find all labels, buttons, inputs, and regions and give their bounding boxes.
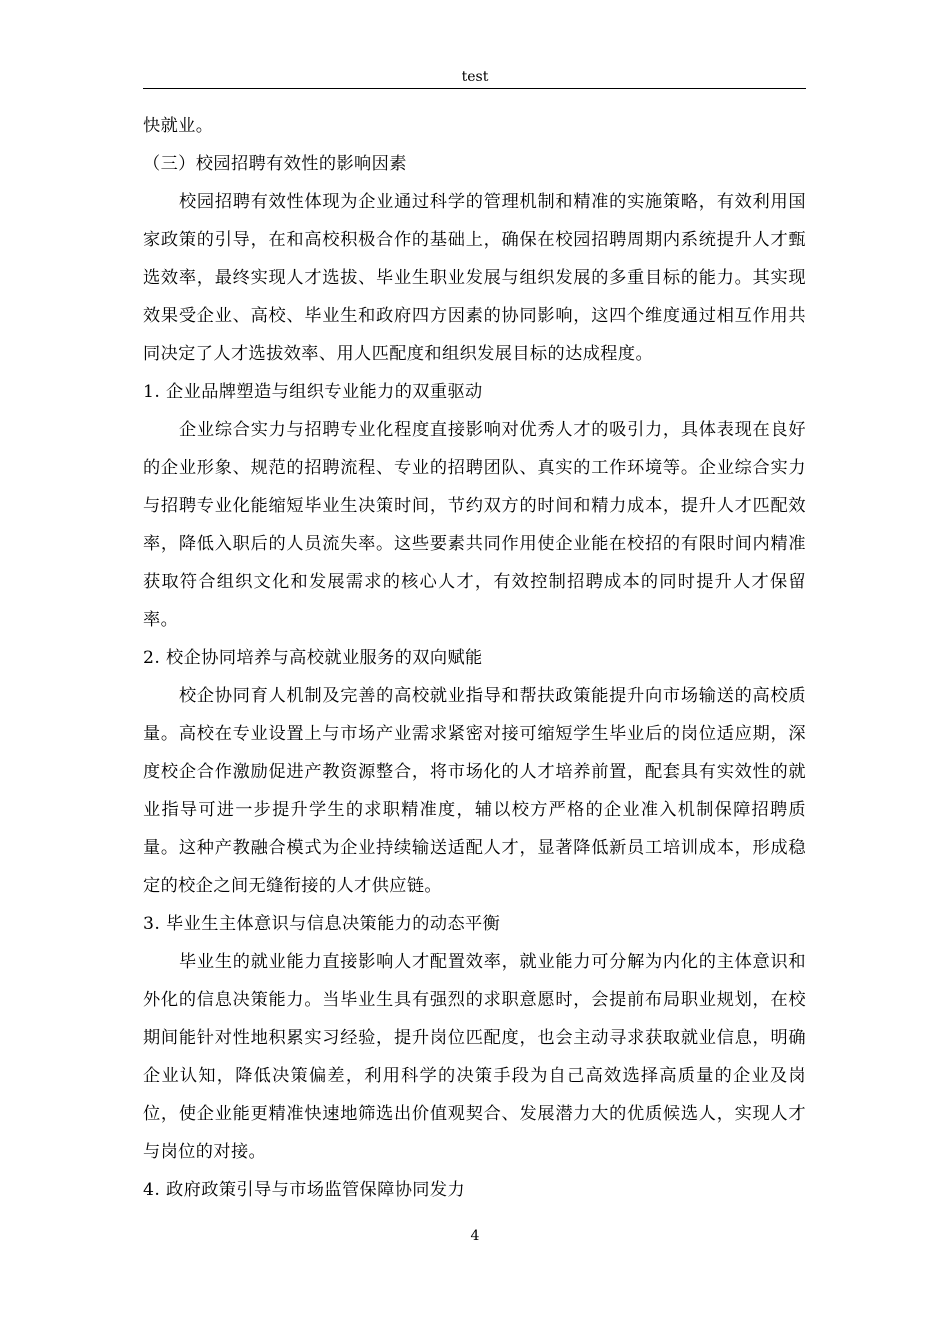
subheading-1: 1. 企业品牌塑造与组织专业能力的双重驱动 [143,382,483,402]
paragraph-continuation: 快就业。 [143,116,214,136]
running-header: test [461,69,489,85]
subheading-4: 4. 政府政策引导与市场监管保障协同发力 [143,1180,466,1200]
paragraph-2: 校企协同育人机制及完善的高校就业指导和帮扶政策能提升向市场输送的高校质量。高校在专业设置上与市场产业需求紧密对接可缩短学生毕业后的岗位适应期，深度校企合作激励促进产教资源整合，将市场化的人才培养前置，配套具有实效性的就业指导可进一步提升学生的求职精准度，辅以校方严格的企业准入机制保障招聘质量。这种产教融合模式为企业持续输送适配人才，显著降低新员工培训成本，形成稳定的校企之间无缝衔接的人才供应链。 [143,686,806,896]
subheading-2: 2. 校企协同培养与高校就业服务的双向赋能 [143,648,483,668]
section-heading: （三）校园招聘有效性的影响因素 [143,154,407,174]
paragraph-3: 毕业生的就业能力直接影响人才配置效率，就业能力可分解为内化的主体意识和外化的信息决策能力。当毕业生具有强烈的求职意愿时，会提前布局职业规划，在校期间能针对性地积累实习经验，提升岗位匹配度，也会主动寻求获取就业信息，明确企业认知，降低决策偏差，利用科学的决策手段为自己高效选择高质量的企业及岗位，使企业能更精准快速地筛选出价值观契合、发展潜力大的优质候选人，实现人才与岗位的对接。 [143,952,806,1162]
page-number: 4 [470,1228,480,1244]
paragraph-intro: 校园招聘有效性体现为企业通过科学的管理机制和精准的实施策略，有效利用国家政策的引导，在和高校积极合作的基础上，确保在校园招聘周期内系统提升人才甄选效率，最终实现人才选拔、毕业生职业发展与组织发展的多重目标的能力。其实现效果受企业、高校、毕业生和政府四方因素的协同影响，这四个维度通过相互作用共同决定了人才选拔效率、用人匹配度和组织发展目标的达成程度。 [143,192,806,364]
subheading-3: 3. 毕业生主体意识与信息决策能力的动态平衡 [143,914,501,934]
paragraph-1: 企业综合实力与招聘专业化程度直接影响对优秀人才的吸引力，具体表现在良好的企业形象、规范的招聘流程、专业的招聘团队、真实的工作环境等。企业综合实力与招聘专业化能缩短毕业生决策时间，节约双方的时间和精力成本，提升人才匹配效率，降低入职后的人员流失率。这些要素共同作用使企业能在校招的有限时间内精准获取符合组织文化和发展需求的核心人才，有效控制招聘成本的同时提升人才保留率。 [143,420,806,630]
page-body [143,107,806,1209]
header-rule [143,88,806,89]
